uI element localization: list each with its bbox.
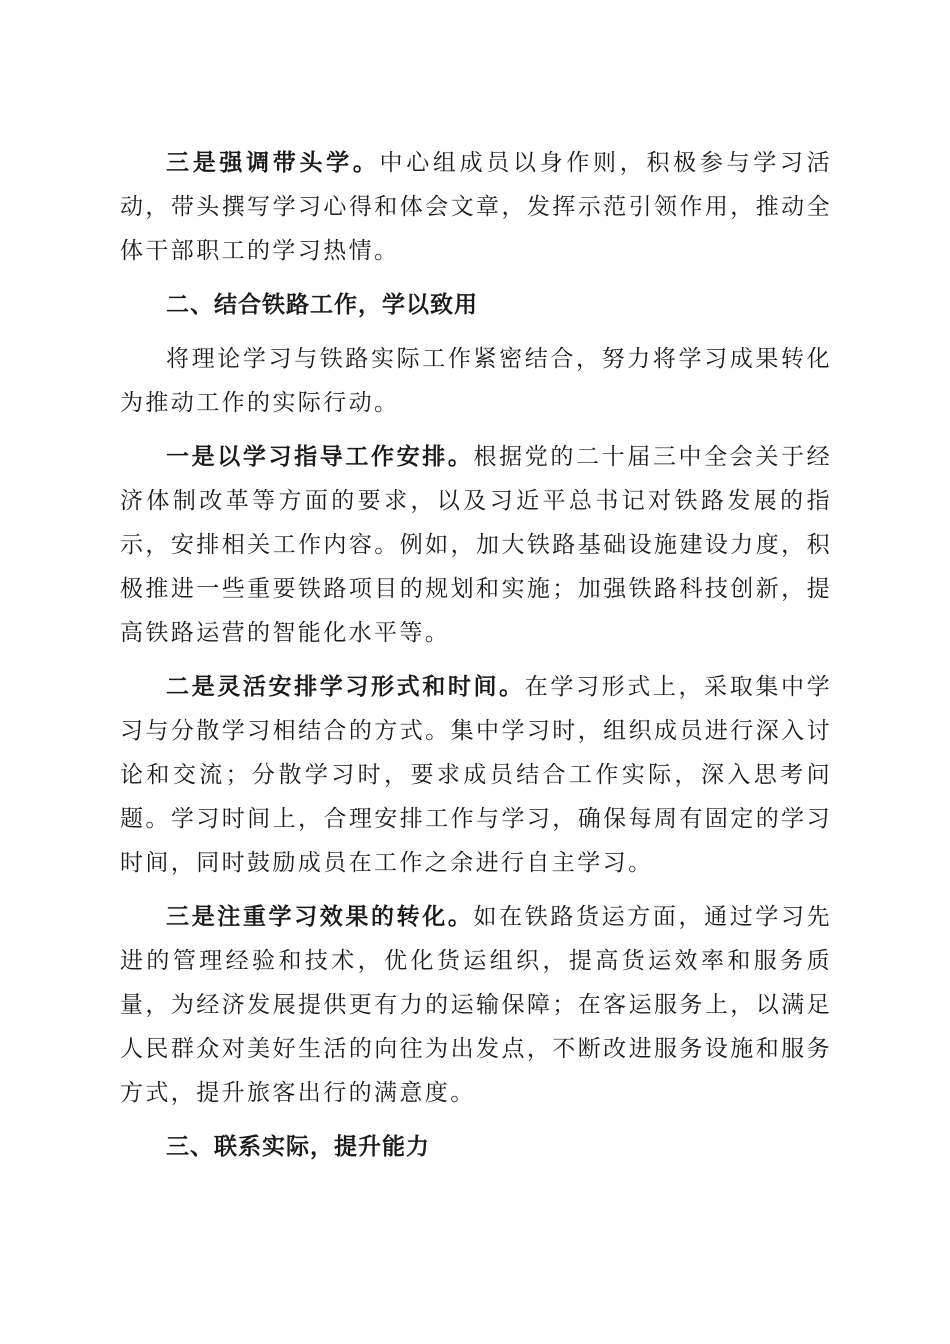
document-body: [120, 141, 832, 1179]
paragraph-section-intro: [120, 337, 832, 425]
section-heading-3: 三、联系实际，提升能力: [166, 1134, 430, 1160]
section-heading-2: 二、结合铁路工作，学以致用: [166, 292, 478, 318]
paragraph-text: 如在铁路货运方面，通过学习先进的管理经验和技术，优化货运组织，提高货运效率和服务质量，为经济发展提供更有力的运输保障；在客运服务上，以满足人民群众对美好生活的向往为出发点，不断改进服务设施和服务方式，提升旅客出行的满意度。: [120, 904, 832, 1106]
paragraph-lead: 一是以学习指导工作安排。: [166, 443, 474, 470]
paragraph-lead-by-example: [120, 141, 832, 273]
paragraph-flexible-study: [120, 665, 832, 885]
paragraph-work-arrangement: [120, 435, 832, 655]
paragraph-lead: 三是强调带头学。: [166, 149, 380, 176]
paragraph-text: 将理论学习与铁路实际工作紧密结合，努力将学习成果转化为推动工作的实际行动。: [120, 346, 832, 416]
paragraph-text: 在学习形式上，采取集中学习与分散学习相结合的方式。集中学习时，组织成员进行深入讨论和交流；分散学习时，要求成员结合工作实际，深入思考问题。学习时间上，合理安排工作与学习，确保每周有固定的学习时间，同时鼓励成员在工作之余进行自主学习。: [120, 674, 832, 876]
paragraph-lead: 三是注重学习效果的转化。: [166, 903, 474, 930]
paragraph-result-conversion: [120, 895, 832, 1115]
paragraph-text: 根据党的二十届三中全会关于经济体制改革等方面的要求，以及习近平总书记对铁路发展的指示，安排相关工作内容。例如，加大铁路基础设施建设力度，积极推进一些重要铁路项目的规划和实施；加强铁路科技创新，提高铁路运营的智能化水平等。: [120, 444, 832, 646]
paragraph-text: 中心组成员以身作则，积极参与学习活动，带头撰写学习心得和体会文章，发挥示范引领作用，推动全体干部职工的学习热情。: [120, 150, 832, 264]
paragraph-lead: 二是灵活安排学习形式和时间。: [166, 673, 525, 700]
